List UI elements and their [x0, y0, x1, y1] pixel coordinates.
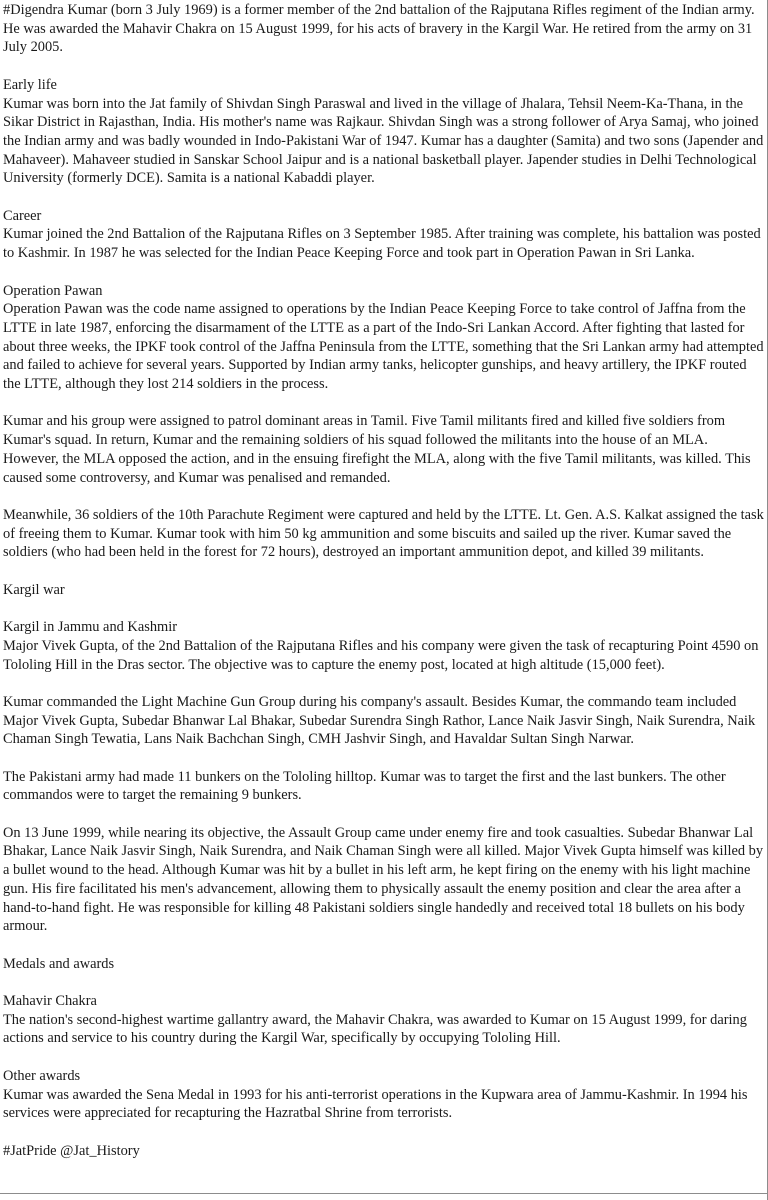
kargil-war-heading: Kargil war [3, 581, 65, 598]
intro-paragraph: #Digendra Kumar (born 3 July 1969) is a former member of the 2nd battalion of the Rajputana Rifles regiment of the Indian army. He was awarded the Mahavir Chakra on 15 August 1999, for his acts of bravery in the Kargil War. He retired from the army on 31 July 2005. [3, 2, 755, 56]
operation-pawan-paragraph: Operation Pawan was the code name assigned to operations by the Indian Peace Keeping Force to take control of Jaffna from the LTTE in late 1987, enforcing the disarmament of the LTTE as a part of the Indo-Sri Lankan Accord. After fighting that lasted for about three weeks, the IPKF took control of the Jaffna Peninsula from the LTTE, something that the Sri Lankan army had attempted and failed to achieve for several years. Supported by Indian army tanks, helicopter gunships, and heavy artillery, the IPKF routed the LTTE, although they lost 214 soldiers in the process. [3, 301, 764, 393]
spacer [3, 562, 764, 581]
page-border [0, 1193, 767, 1194]
kargil-paragraph: Major Vivek Gupta, of the 2nd Battalion of the Rajputana Rifles and his company were given the task of recapturing Point 4590 on Tololing Hill in the Dras sector. The objective was to capture the enemy post, located at high altitude (15,000 feet). [3, 637, 759, 673]
spacer [3, 973, 764, 992]
kargil-subheading: Kargil in Jammu and Kashmir [3, 619, 177, 636]
operation-pawan-paragraph: Kumar and his group were assigned to patrol dominant areas in Tamil. Five Tamil militants fired and killed five soldiers from Kumar's squad. In return, Kumar and the remaining soldiers of his squad followed the militants into the house of an MLA. However, the MLA opposed the action, and in the ensuing firefight the MLA, along with the five Tamil militants, was killed. This caused some controversy, and Kumar was penalised and remanded. [3, 413, 751, 486]
spacer [3, 57, 764, 76]
spacer [3, 188, 764, 207]
other-awards-paragraph: Kumar was awarded the Sena Medal in 1993 for his anti-terrorist operations in the Kupwara area of Jammu-Kashmir. In 1994 his services were appreciated for recapturing the Hazratbal Shrine from terrorists. [3, 1086, 748, 1122]
spacer [3, 805, 764, 824]
operation-pawan-heading: Operation Pawan [3, 282, 103, 299]
spacer [3, 674, 764, 693]
kargil-paragraph: The Pakistani army had made 11 bunkers on the Tololing hilltop. Kumar was to target the first and the last bunkers. The other commandos were to target the remaining 9 bunkers. [3, 768, 726, 804]
kargil-paragraph: On 13 June 1999, while nearing its objective, the Assault Group came under enemy fire and took casualties. Subedar Bhanwar Lal Bhakar, Lance Naik Jasvir Singh, Naik Surendra, and Naik Chaman Singh were all killed. Major Vivek Gupta himself was killed by a bullet wound to the head. Although Kumar was hit by a bullet in his left arm, he kept firing on the enemy with his light machine gun. His fire facilitated his men's advancement, allowing them to physically assault the enemy position and clear the area after a hand-to-hand fight. He was responsible for killing 48 Pakistani soldiers single handedly and received total 18 bullets on his body armour. [3, 824, 764, 935]
mahavir-chakra-heading: Mahavir Chakra [3, 993, 97, 1010]
operation-pawan-paragraph: Meanwhile, 36 soldiers of the 10th Parachute Regiment were captured and held by the LTTE. Lt. Gen. A.S. Kalkat assigned the task of freeing them to Kumar. Kumar took with him 50 kg ammunition and some biscuits and sailed up the river. Kumar saved the soldiers (who had been held in the forest for 72 hours), destroyed an important ammunition depot, and killed 39 militants. [3, 506, 764, 561]
spacer [3, 263, 764, 282]
spacer [3, 749, 764, 768]
medals-heading: Medals and awards [3, 955, 115, 972]
spacer [3, 394, 764, 413]
hashtags-line: #JatPride @Jat_History [3, 1142, 140, 1159]
career-heading: Career [3, 207, 42, 224]
other-awards-heading: Other awards [3, 1067, 81, 1084]
career-paragraph: Kumar joined the 2nd Battalion of the Rajputana Rifles on 3 September 1985. After training was complete, his battalion was posted to Kashmir. In 1987 he was selected for the Indian Peace Keeping Force and took part in Operation Pawan in Sri Lanka. [3, 226, 761, 262]
early-life-paragraph: Kumar was born into the Jat family of Shivdan Singh Paraswal and lived in the village of Jhalara, Tehsil Neem-Ka-Thana, in the Sikar District in Rajasthan, India. His mother's name was Rajkaur. Shivdan Singh was a strong follower of Arya Samaj, who joined the Indian army and was badly wounded in Indo-Pakistani War of 1947. Kumar has a daughter (Samita) and two sons (Japender and Mahaveer). Mahaveer studied in Sanskar School Jaipur and is a national basketball player. Japender studies in Delhi Technological University (formerly DCE). Samita is a national Kabaddi player. [3, 95, 764, 187]
kargil-paragraph: Kumar commanded the Light Machine Gun Group during his company's assault. Besides Kumar, the commando team included Major Vivek Gupta, Subedar Bhanwar Lal Bhakar, Subedar Surendra Singh Rathor, Lance Naik Jasvir Singh, Naik Surendra, Naik Chaman Singh Tewatia, Lans Naik Bachchan Singh, CMH Jashvir Singh, and Havaldar Sultan Singh Narwar. [3, 693, 756, 748]
spacer [3, 1048, 764, 1067]
spacer [3, 487, 764, 506]
early-life-heading: Early life [3, 76, 57, 93]
spacer [3, 936, 764, 955]
mahavir-chakra-paragraph: The nation's second-highest wartime gallantry award, the Mahavir Chakra, was awarded to Kumar on 15 August 1999, for daring actions and service to his country during the Kargil War, specifically by occupying Tololing Hill. [3, 1011, 747, 1047]
spacer [3, 1123, 764, 1142]
spacer [3, 599, 764, 618]
